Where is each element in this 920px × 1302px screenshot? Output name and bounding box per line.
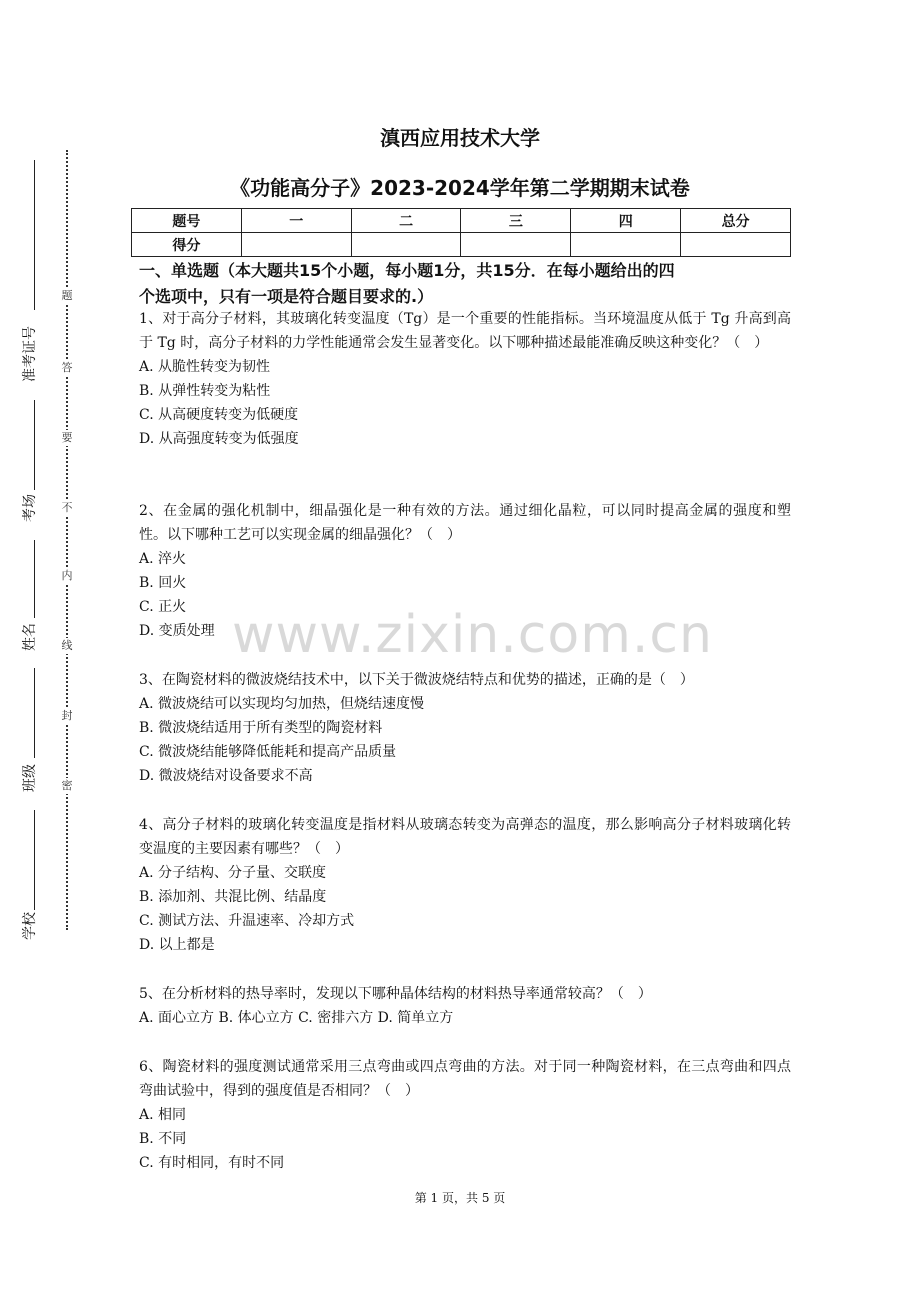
question-stem: 1、对于高分子材料，其玻璃化转变温度（Tg）是一个重要的性能指标。当环境温度从低于 Tg 升高到高于 Tg 时，高分子材料的力学性能通常会发生显著变化。以下哪种描述最能准确反映这种变化？（ ） — [139, 311, 791, 351]
exam-title: 《功能高分子》2023-2024学年第二学期期末试卷 — [230, 176, 690, 200]
option: C. 有时相同，有时不同 — [139, 1155, 285, 1171]
class-line — [34, 668, 35, 758]
school-line — [34, 810, 35, 910]
page-footer: 第 1 页，共 5 页 — [414, 1191, 506, 1205]
seal-char: 密 — [59, 778, 75, 794]
question-3 — [139, 668, 791, 788]
option: B. 不同 — [139, 1131, 187, 1147]
seal-char: 内 — [59, 568, 75, 584]
option: D. 微波烧结对设备要求不高 — [139, 768, 313, 784]
name-label: 姓名 — [22, 623, 38, 651]
option: C. 测试方法、升温速率、冷却方式 — [139, 913, 355, 929]
question-stem: 5、在分析材料的热导率时，发现以下哪种晶体结构的材料热导率通常较高？（ ） — [139, 986, 652, 1002]
seal-char: 封 — [59, 708, 75, 724]
seal-dotted-line — [66, 150, 68, 930]
section-heading — [139, 258, 789, 310]
option: C. 微波烧结能够降低能耗和提高产品质量 — [139, 744, 397, 760]
exam-room-label: 考场 — [22, 494, 38, 522]
question-5 — [139, 982, 791, 1030]
question-stem: 2、在金属的强化机制中，细晶强化是一种有效的方法。通过细化晶粒，可以同时提高金属的强度和塑性。以下哪种工艺可以实现金属的细晶强化？（ ） — [139, 503, 791, 543]
question-stem: 3、在陶瓷材料的微波烧结技术中，以下关于微波烧结特点和优势的描述，正确的是（ ） — [139, 672, 694, 688]
score-table — [131, 208, 791, 257]
score-header-cell: 一 — [241, 209, 351, 233]
option: D. 变质处理 — [139, 623, 215, 639]
score-cell[interactable] — [461, 233, 571, 257]
option: A. 分子结构、分子量、交联度 — [139, 865, 327, 881]
question-6 — [139, 1055, 791, 1175]
score-table-score-row — [132, 233, 791, 257]
section-heading-line: 一、单选题（本大题共15个小题，每小题1分，共15分．在每小题给出的四 — [139, 261, 675, 280]
option: A. 从脆性转变为韧性 — [139, 359, 271, 375]
score-cell[interactable] — [351, 233, 461, 257]
option: B. 回火 — [139, 575, 187, 591]
option: B. 添加剂、共混比例、结晶度 — [139, 889, 327, 905]
watermark: www.zixin.com.cn — [232, 605, 713, 665]
exam-id-label: 准考证号 — [22, 326, 38, 382]
score-header-cell: 四 — [571, 209, 681, 233]
option: A. 面心立方 B. 体心立方 C. 密排六方 D. 简单立方 — [139, 1010, 454, 1026]
option: C. 正火 — [139, 599, 187, 615]
seal-char: 线 — [59, 638, 75, 654]
score-header-cell: 题号 — [132, 209, 242, 233]
seal-char: 答 — [59, 360, 75, 376]
score-table-header-row — [132, 209, 791, 233]
option: B. 微波烧结适用于所有类型的陶瓷材料 — [139, 720, 383, 736]
option: A. 微波烧结可以实现均匀加热，但烧结速度慢 — [139, 696, 425, 712]
question-stem: 6、陶瓷材料的强度测试通常采用三点弯曲或四点弯曲的方法。对于同一种陶瓷材料，在三点弯曲和四点弯曲试验中，得到的强度值是否相同？（ ） — [139, 1059, 791, 1099]
option: D. 以上都是 — [139, 937, 215, 953]
school-label: 学校 — [22, 912, 38, 940]
score-header-cell: 总分 — [681, 209, 791, 233]
question-4 — [139, 813, 791, 957]
exam-room-line — [34, 400, 35, 490]
question-stem: 4、高分子材料的玻璃化转变温度是指材料从玻璃态转变为高弹态的温度，那么影响高分子材料玻璃化转变温度的主要因素有哪些？（ ） — [139, 817, 791, 857]
option: C. 从高硬度转变为低硬度 — [139, 407, 299, 423]
score-cell[interactable] — [681, 233, 791, 257]
score-header-cell: 二 — [351, 209, 461, 233]
seal-char: 要 — [59, 430, 75, 446]
score-cell[interactable] — [571, 233, 681, 257]
option: B. 从弹性转变为粘性 — [139, 383, 271, 399]
section-heading-line: 个选项中，只有一项是符合题目要求的.） — [139, 287, 434, 306]
school-name: 滇西应用技术大学 — [380, 126, 540, 150]
score-header-cell: 三 — [461, 209, 571, 233]
score-row-label: 得分 — [132, 233, 242, 257]
score-cell[interactable] — [241, 233, 351, 257]
option: A. 淬火 — [139, 551, 187, 567]
seal-char: 不 — [59, 500, 75, 516]
name-line — [34, 540, 35, 618]
option: D. 从高强度转变为低强度 — [139, 431, 299, 447]
question-1 — [139, 307, 791, 451]
class-label: 班级 — [22, 764, 38, 792]
seal-char: 题 — [59, 288, 75, 304]
option: A. 相同 — [139, 1107, 187, 1123]
